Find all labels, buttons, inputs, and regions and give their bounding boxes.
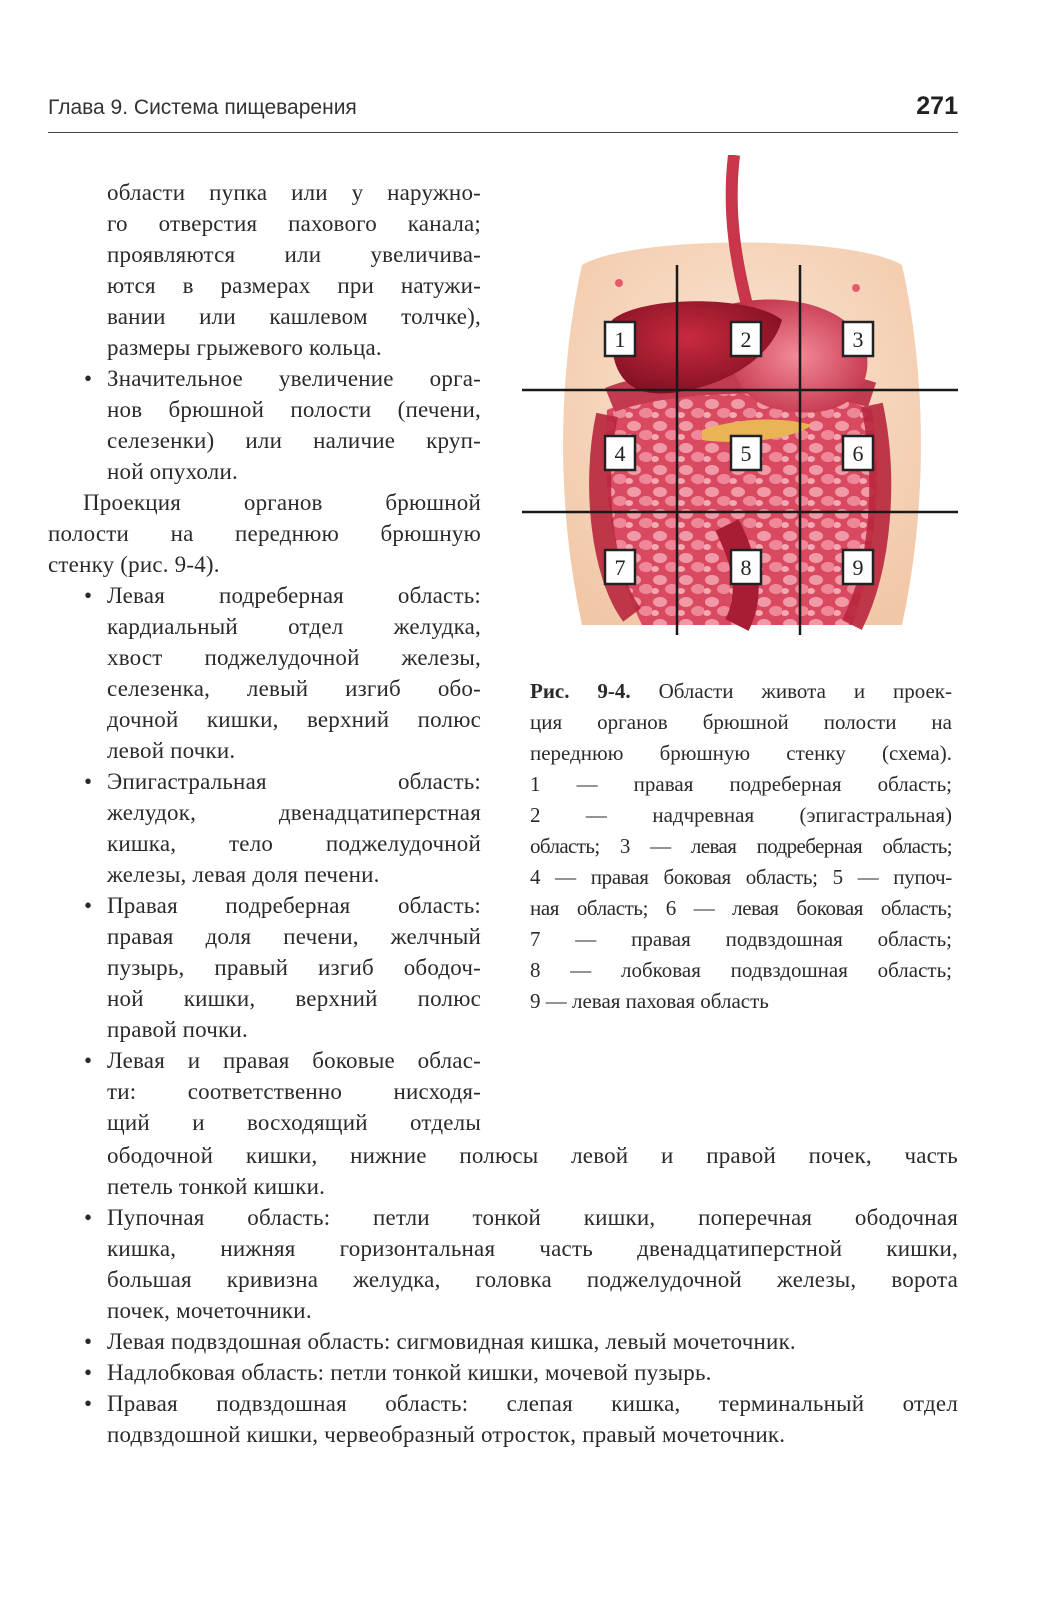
text-line: железы, левая доля печени.: [107, 862, 380, 887]
svg-text:4: 4: [614, 441, 626, 466]
text-line: стенку (рис. 9-4).: [48, 552, 220, 577]
bullet-marker: •: [84, 1048, 93, 1073]
text-line: размеры грыжевого кольца.: [107, 335, 382, 360]
svg-text:2: 2: [740, 327, 752, 352]
caption-line: 2 — надчревная (эпигастральная): [530, 803, 952, 827]
bullet-marker: •: [84, 366, 93, 391]
svg-text:6: 6: [852, 441, 864, 466]
nipple-right: [615, 279, 623, 287]
caption-first-line: Области живота и проек-: [658, 679, 952, 703]
region-box-5: [731, 436, 761, 470]
text-line: Проекция органов брюшной: [83, 490, 481, 515]
text-line: селезенка, левый изгиб обо-: [107, 676, 481, 701]
svg-text:9: 9: [852, 555, 864, 580]
text-line: вании или кашлевом толчке),: [107, 304, 481, 329]
bullet-marker: •: [84, 1329, 93, 1354]
caption-line: 9 — левая паховая область: [530, 989, 769, 1013]
text-line: Надлобковая область: петли тонкой кишки, мочевой пузырь.: [107, 1360, 712, 1385]
svg-text:3: 3: [852, 327, 864, 352]
text-line: пузырь, правый изгиб ободоч-: [107, 955, 481, 980]
bullet-marker: •: [84, 1205, 93, 1230]
caption-line: ная область; 6 — левая боковая область;: [530, 896, 952, 920]
text-line: почек, мочеточники.: [107, 1298, 312, 1323]
text-line: Левая и правая боковые облас-: [107, 1048, 481, 1073]
bullet-marker: •: [84, 1360, 93, 1385]
abdomen-regions-figure: [522, 155, 962, 655]
abdomen-illustration: [522, 155, 962, 655]
text-line: Правая подвздошная область: слепая кишка, терминальный отдел: [107, 1391, 958, 1416]
text-line: Левая подреберная область:: [107, 583, 481, 608]
text-line: ной опухоли.: [107, 459, 238, 484]
caption-line: переднюю брюшную стенку (схема).: [530, 741, 952, 765]
text-line: хвост поджелудочной железы,: [107, 645, 481, 670]
text-line: области пупка или у наружно-: [107, 180, 481, 205]
page-header: [48, 94, 958, 133]
text-line: кишка, тело поджелудочной: [107, 831, 481, 856]
text-line: левой почки.: [107, 738, 236, 763]
region-box-9: [843, 550, 873, 584]
text-line: полости на переднюю брюшную: [48, 521, 481, 546]
region-box-7: [605, 550, 635, 584]
text-line: проявляются или увеличива-: [107, 242, 481, 267]
text-line: желудок, двенадцатиперстная: [107, 800, 481, 825]
text-line: Значительное увеличение орга-: [107, 366, 481, 391]
region-box-8: [731, 550, 761, 584]
text-line: го отверстия пахового канала;: [107, 211, 481, 236]
caption-line: ция органов брюшной полости на: [530, 710, 952, 734]
text-line: ются в размерах при натужи-: [107, 273, 481, 298]
text-line: Эпигастральная область:: [107, 769, 481, 794]
figure-label: Рис. 9-4.: [530, 679, 631, 703]
text-line: дочной кишки, верхний полюс: [107, 707, 481, 732]
text-line: ти: соответственно нисходя-: [107, 1079, 481, 1104]
region-box-1: [605, 322, 635, 356]
region-box-4: [605, 436, 635, 470]
text-line: Левая подвздошная область: сигмовидная кишка, левый мочеточник.: [107, 1329, 796, 1354]
caption-line: область; 3 — левая подреберная область;: [530, 834, 952, 858]
bullet-marker: •: [84, 893, 93, 918]
running-head: Глава 9. Система пищеварения: [48, 96, 357, 119]
text-line: Пупочная область: петли тонкой кишки, поперечная ободочная: [107, 1205, 958, 1230]
caption-line: [530, 676, 952, 707]
text-line: правой почки.: [107, 1017, 248, 1042]
bullet-marker: •: [84, 1391, 93, 1416]
text-line: Правая подреберная область:: [107, 893, 481, 918]
region-box-2: [731, 322, 761, 356]
region-box-6: [843, 436, 873, 470]
svg-text:7: 7: [614, 555, 626, 580]
text-line: кардиальный отдел желудка,: [107, 614, 481, 639]
text-line: петель тонкой кишки.: [107, 1174, 326, 1199]
page-number: 271: [916, 92, 958, 120]
svg-text:5: 5: [740, 441, 752, 466]
text-line: подвздошной кишки, червеобразный отросток, правый мочеточник.: [107, 1422, 786, 1447]
bullet-marker: •: [84, 769, 93, 794]
text-line: большая кривизна желудка, головка поджелудочной железы, ворота: [107, 1267, 958, 1292]
nipple-left: [852, 284, 860, 292]
caption-line: 4 — правая боковая область; 5 — пупоч-: [530, 865, 952, 889]
svg-text:1: 1: [614, 327, 626, 352]
bullet-marker: •: [84, 583, 93, 608]
caption-line: 1 — правая подреберная область;: [530, 772, 952, 796]
text-line: селезенки) или наличие круп-: [107, 428, 481, 453]
text-line: нов брюшной полости (печени,: [107, 397, 481, 422]
text-line: ободочной кишки, нижние полюсы левой и правой почек, часть: [107, 1143, 958, 1168]
text-line: щий и восходящий отделы: [107, 1110, 481, 1135]
caption-line: 7 — правая подвздошная область;: [530, 927, 952, 951]
text-line: кишка, нижняя горизонтальная часть двенадцатиперстной кишки,: [107, 1236, 958, 1261]
text-line: правая доля печени, желчный: [107, 924, 481, 949]
svg-text:8: 8: [740, 555, 752, 580]
text-line: ной кишки, верхний полюс: [107, 986, 481, 1011]
region-box-3: [843, 322, 873, 356]
caption-line: 8 — лобковая подвздошная область;: [530, 958, 952, 982]
